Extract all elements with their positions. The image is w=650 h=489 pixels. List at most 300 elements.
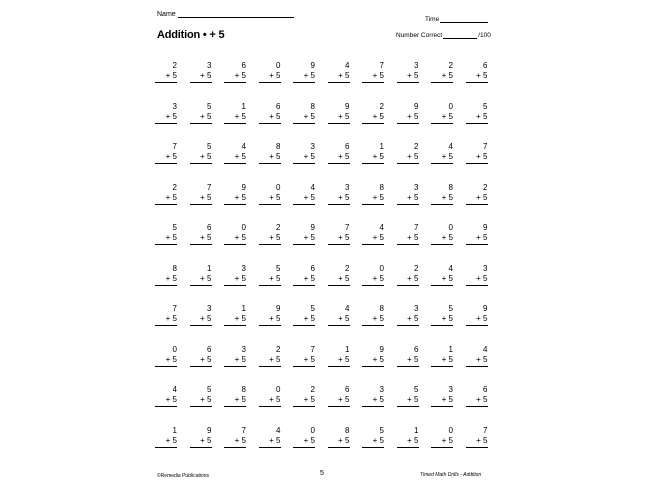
problem-top-number: 8 [379,304,384,313]
problem-top-number: 6 [207,223,212,232]
addition-problem [397,223,419,253]
problem-top-number: 2 [310,385,315,394]
addition-problem [259,304,281,334]
addition-problem [397,61,419,91]
addition-problem [293,183,315,213]
problem-row [155,142,495,172]
problem-addend: + 5 [397,71,419,83]
addition-problem [155,385,177,415]
addition-problem [293,304,315,334]
addition-problem [259,142,281,172]
problem-addend: + 5 [190,152,212,164]
problem-addend: + 5 [224,112,246,124]
problem-addend: + 5 [362,436,384,448]
problem-top-number: 7 [172,142,177,151]
addition-problem [155,183,177,213]
problem-row [155,304,495,334]
problem-addend: + 5 [224,436,246,448]
problem-top-number: 9 [414,101,419,111]
problem-top-number: 7 [310,344,315,354]
addition-problem [431,61,453,91]
addition-problem [259,385,281,415]
problem-top-number: 8 [379,182,384,192]
addition-problem [397,304,419,334]
problem-top-number: 3 [414,182,419,192]
addition-problem [328,102,350,132]
problem-top-number: 3 [172,101,177,111]
problem-top-number: 5 [414,385,419,394]
problem-addend: + 5 [259,233,281,245]
problem-addend: + 5 [466,71,488,83]
problem-top-number: 0 [276,61,281,70]
problem-addend: + 5 [431,233,453,245]
problem-row [155,264,495,294]
problem-top-number: 4 [448,142,453,151]
footer-page-number: 5 [320,470,324,477]
addition-problem [362,385,384,415]
addition-problem [190,61,212,91]
problem-top-number: 6 [345,142,350,151]
addition-problem [397,264,419,294]
problem-top-number: 6 [483,61,488,70]
addition-problem [397,426,419,456]
problem-top-number: 2 [172,61,177,70]
problem-row [155,385,495,415]
problem-addend: + 5 [155,355,177,367]
problem-top-number: 3 [414,61,419,70]
problem-addend: + 5 [259,193,281,205]
problem-addend: + 5 [293,436,315,448]
problem-top-number: 7 [483,142,488,151]
problem-top-number: 6 [241,61,246,70]
problem-top-number: 2 [172,182,177,192]
problem-addend: + 5 [155,436,177,448]
problem-top-number: 1 [172,425,177,435]
problem-top-number: 5 [172,223,177,232]
problem-top-number: 5 [310,304,315,313]
problem-row [155,102,495,132]
addition-problem [328,142,350,172]
problem-addend: + 5 [362,395,384,407]
problem-top-number: 8 [172,263,177,273]
problem-addend: + 5 [397,233,419,245]
problem-addend: + 5 [466,274,488,286]
problem-addend: + 5 [328,436,350,448]
problem-addend: + 5 [190,355,212,367]
addition-problem [431,142,453,172]
problem-top-number: 4 [345,61,350,70]
problem-addend: + 5 [397,436,419,448]
addition-problem [190,345,212,375]
addition-problem [466,142,488,172]
problem-top-number: 3 [241,344,246,354]
addition-problem [466,345,488,375]
addition-problem [224,426,246,456]
problem-addend: + 5 [155,193,177,205]
addition-problem [362,183,384,213]
problem-top-number: 9 [207,425,212,435]
problem-top-number: 1 [379,142,384,151]
problem-addend: + 5 [397,355,419,367]
problem-addend: + 5 [293,274,315,286]
problem-addend: + 5 [362,152,384,164]
addition-problem [293,426,315,456]
problem-top-number: 5 [483,101,488,111]
problem-addend: + 5 [293,112,315,124]
addition-problem [328,426,350,456]
addition-problem [328,264,350,294]
addition-problem [431,304,453,334]
addition-problem [362,102,384,132]
problem-top-number: 5 [207,101,212,111]
problem-addend: + 5 [224,233,246,245]
problem-top-number: 9 [483,223,488,232]
problem-top-number: 0 [276,182,281,192]
problem-addend: + 5 [431,112,453,124]
problem-addend: + 5 [293,152,315,164]
problem-addend: + 5 [328,314,350,326]
problem-top-number: 7 [207,182,212,192]
addition-problem [259,345,281,375]
problem-addend: + 5 [431,395,453,407]
problem-top-number: 3 [448,385,453,394]
problem-addend: + 5 [155,71,177,83]
addition-problem [224,264,246,294]
problem-top-number: 8 [310,101,315,111]
addition-problem [155,61,177,91]
problem-addend: + 5 [466,436,488,448]
problem-addend: + 5 [397,193,419,205]
problem-addend: + 5 [328,71,350,83]
addition-problem [293,61,315,91]
problem-addend: + 5 [293,233,315,245]
problem-addend: + 5 [190,233,212,245]
problem-top-number: 4 [448,263,453,273]
problem-top-number: 7 [172,304,177,313]
problem-addend: + 5 [328,355,350,367]
problem-addend: + 5 [224,152,246,164]
addition-problem [224,223,246,253]
problem-addend: + 5 [328,112,350,124]
addition-problem [190,304,212,334]
problem-addend: + 5 [259,436,281,448]
problem-top-number: 5 [448,304,453,313]
problem-row [155,61,495,91]
addition-problem [466,426,488,456]
problem-addend: + 5 [362,233,384,245]
problem-top-number: 9 [310,223,315,232]
problem-top-number: 6 [276,101,281,111]
problem-addend: + 5 [431,355,453,367]
addition-problem [190,426,212,456]
addition-problem [259,264,281,294]
name-blank-line [178,9,294,18]
problem-addend: + 5 [431,436,453,448]
problem-addend: + 5 [466,112,488,124]
addition-problem [155,223,177,253]
addition-problem [397,102,419,132]
addition-problem [431,345,453,375]
problem-top-number: 3 [207,61,212,70]
problem-top-number: 5 [379,425,384,435]
worksheet-title: Addition • + 5 [157,29,225,41]
problem-top-number: 3 [241,263,246,273]
problem-addend: + 5 [293,395,315,407]
problem-addend: + 5 [259,112,281,124]
problem-addend: + 5 [397,112,419,124]
problem-top-number: 0 [276,385,281,394]
number-correct-label: Number Correct [396,32,443,39]
problem-top-number: 0 [172,344,177,354]
footer-book-title: Timed Math Drills - Addition [420,472,482,478]
problem-top-number: 1 [207,263,212,273]
addition-problem [293,142,315,172]
problem-top-number: 2 [345,263,350,273]
problem-top-number: 8 [241,385,246,394]
problem-addend: + 5 [362,112,384,124]
problem-addend: + 5 [362,314,384,326]
name-field-row [157,9,294,18]
problem-top-number: 6 [207,344,212,354]
addition-problem [190,102,212,132]
problem-addend: + 5 [259,274,281,286]
problem-top-number: 4 [379,223,384,232]
problem-top-number: 9 [483,304,488,313]
problem-top-number: 1 [345,344,350,354]
problem-addend: + 5 [328,233,350,245]
problem-top-number: 2 [483,182,488,192]
problem-top-number: 2 [414,263,419,273]
problem-addend: + 5 [466,233,488,245]
problem-top-number: 7 [241,425,246,435]
addition-problem [466,61,488,91]
problem-row [155,426,495,456]
problem-top-number: 4 [172,385,177,394]
problem-top-number: 3 [310,142,315,151]
problem-top-number: 3 [483,263,488,273]
addition-problem [155,304,177,334]
problem-top-number: 9 [345,101,350,111]
problem-addend: + 5 [259,71,281,83]
addition-problem [362,345,384,375]
problem-top-number: 0 [448,101,453,111]
addition-problem [431,102,453,132]
addition-problem [466,304,488,334]
addition-problem [328,345,350,375]
addition-problem [431,385,453,415]
addition-problem [155,426,177,456]
addition-problem [293,264,315,294]
addition-problem [328,223,350,253]
addition-problem [431,223,453,253]
problem-top-number: 5 [207,385,212,394]
problem-addend: + 5 [224,193,246,205]
problem-top-number: 8 [448,182,453,192]
problem-top-number: 0 [379,263,384,273]
problem-addend: + 5 [259,152,281,164]
addition-problem [155,142,177,172]
problem-addend: + 5 [155,395,177,407]
problem-top-number: 9 [241,182,246,192]
problem-addend: + 5 [431,71,453,83]
addition-problem [224,304,246,334]
problem-addend: + 5 [362,274,384,286]
addition-problem [431,183,453,213]
problem-addend: + 5 [328,152,350,164]
problem-top-number: 4 [345,304,350,313]
addition-problem [259,61,281,91]
addition-problem [466,223,488,253]
problem-addend: + 5 [466,314,488,326]
problem-addend: + 5 [155,233,177,245]
addition-problem [190,142,212,172]
problem-addend: + 5 [155,274,177,286]
problem-top-number: 2 [448,61,453,70]
addition-problem [224,61,246,91]
addition-problem [190,223,212,253]
problem-top-number: 7 [379,61,384,70]
problem-addend: + 5 [328,395,350,407]
problem-top-number: 2 [414,142,419,151]
problem-addend: + 5 [155,112,177,124]
problem-addend: + 5 [362,71,384,83]
problem-top-number: 7 [345,223,350,232]
problem-top-number: 1 [241,304,246,313]
problem-addend: + 5 [293,314,315,326]
problem-addend: + 5 [466,355,488,367]
addition-problem [362,264,384,294]
problem-top-number: 0 [310,425,315,435]
number-correct-row [396,31,491,39]
problem-top-number: 4 [483,344,488,354]
addition-problem [466,385,488,415]
problem-top-number: 6 [310,263,315,273]
problem-top-number: 1 [448,344,453,354]
problem-addend: + 5 [259,395,281,407]
time-field-row [425,15,488,23]
problem-addend: + 5 [397,314,419,326]
problem-top-number: 3 [345,182,350,192]
addition-problem [362,142,384,172]
problem-addend: + 5 [397,152,419,164]
problem-addend: + 5 [328,193,350,205]
problem-top-number: 2 [276,344,281,354]
addition-problem [362,304,384,334]
problem-top-number: 5 [207,142,212,151]
addition-problem [259,102,281,132]
problem-top-number: 7 [483,425,488,435]
addition-problem [224,102,246,132]
addition-problem [155,345,177,375]
time-label: Time [425,16,440,23]
problem-addend: + 5 [431,274,453,286]
problem-addend: + 5 [224,274,246,286]
addition-problem [224,345,246,375]
problem-row [155,183,495,213]
addition-problem [362,61,384,91]
time-blank-line [440,15,488,23]
problem-top-number: 7 [414,223,419,232]
problem-addend: + 5 [431,193,453,205]
problem-top-number: 2 [276,223,281,232]
problem-top-number: 3 [207,304,212,313]
problem-addend: + 5 [362,193,384,205]
addition-problem [431,264,453,294]
addition-problem [328,304,350,334]
problem-addend: + 5 [466,395,488,407]
addition-problem [431,426,453,456]
problem-addend: + 5 [397,395,419,407]
problem-top-number: 2 [379,101,384,111]
addition-problem [397,142,419,172]
problem-addend: + 5 [190,112,212,124]
addition-problem [224,385,246,415]
problem-top-number: 9 [379,344,384,354]
addition-problem [224,142,246,172]
addition-problem [259,183,281,213]
addition-problem [155,264,177,294]
problem-top-number: 8 [276,142,281,151]
number-correct-total: /100 [478,32,491,39]
name-label: Name [157,11,176,18]
addition-problem [328,61,350,91]
problem-top-number: 6 [345,385,350,394]
problem-addend: + 5 [155,314,177,326]
addition-problem [293,102,315,132]
addition-problem [293,223,315,253]
problem-addend: + 5 [259,355,281,367]
problem-addend: + 5 [190,274,212,286]
problem-addend: + 5 [293,71,315,83]
problem-row [155,345,495,375]
problem-top-number: 3 [379,385,384,394]
problem-addend: + 5 [431,152,453,164]
problem-top-number: 4 [310,182,315,192]
problem-addend: + 5 [431,314,453,326]
problem-top-number: 0 [448,425,453,435]
number-correct-blank-line [443,31,477,39]
problem-addend: + 5 [224,395,246,407]
problem-addend: + 5 [190,71,212,83]
problem-top-number: 0 [241,223,246,232]
problem-addend: + 5 [293,193,315,205]
problem-addend: + 5 [224,355,246,367]
addition-problem [328,385,350,415]
addition-problem [362,426,384,456]
addition-problem [466,264,488,294]
addition-problem [293,385,315,415]
addition-problem [224,183,246,213]
addition-problem [362,223,384,253]
problem-top-number: 1 [414,425,419,435]
addition-problem [397,385,419,415]
problem-addend: + 5 [466,152,488,164]
problem-addend: + 5 [362,355,384,367]
problem-addend: + 5 [190,314,212,326]
addition-problem [259,426,281,456]
problem-addend: + 5 [190,395,212,407]
problem-addend: + 5 [190,436,212,448]
addition-problem [328,183,350,213]
problem-top-number: 4 [241,142,246,151]
problem-addend: + 5 [224,314,246,326]
addition-problem [466,102,488,132]
problem-top-number: 9 [310,61,315,70]
addition-problem [155,102,177,132]
addition-problem [466,183,488,213]
problem-top-number: 8 [345,425,350,435]
footer-publisher: ©Remedia Publications [157,473,210,479]
